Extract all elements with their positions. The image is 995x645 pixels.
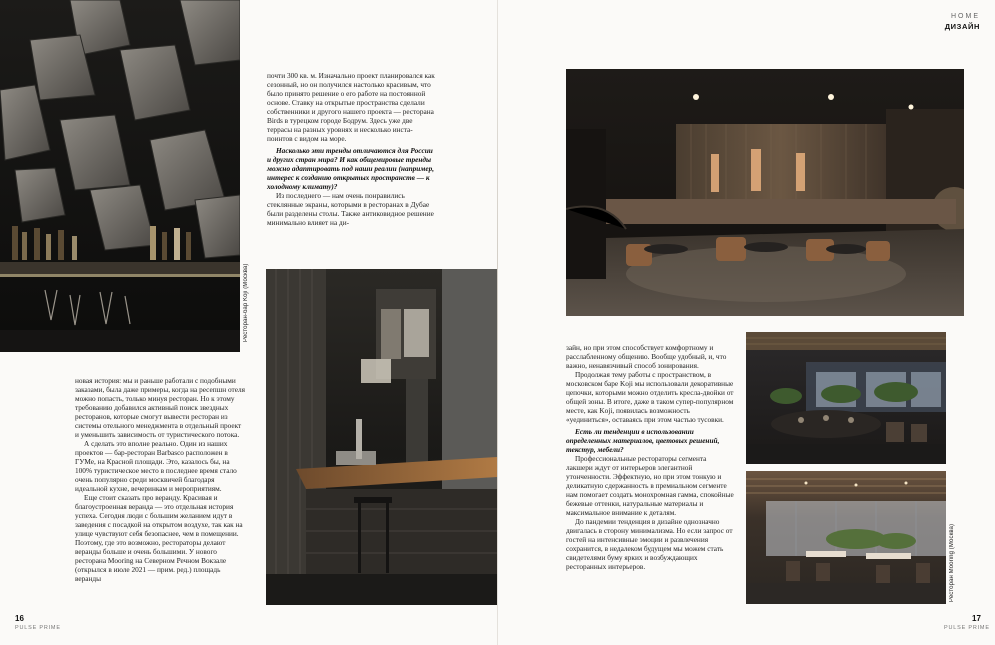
photo-credit-mooring: Ресторан Mooring (Москва) [949, 523, 955, 602]
paragraph: Продолжая тему работы с пространством, в московском баре Koji мы использовали декоративные цепочки, которыми можно отделить кресла-двойки от общей зоны. В итоге, даже в таком супер-популярном месте, как Koji, появилась возможность «уединиться», оставаясь при этом частью тусовки. [566, 370, 734, 424]
section-header [945, 13, 980, 31]
page-number-left: 16 [15, 614, 24, 623]
paragraph: А сделать это вполне реально. Один из наших проектов — бар-ресторан Barbasco расположен в ГУМе, на Красной площади. Это, казалось бы, на 100% туристическое место в последнее время стало очень популярно среди москвичей благодаря идеальной кухне, вечеринкам и мероприятиям. [75, 439, 237, 493]
left-column-a [267, 71, 435, 227]
photo-mooring-dining-night [746, 332, 946, 464]
paragraph: До пандемии тенденция в дизайне однозначно двигалась в сторону минимализма. Но если запрос от гостей на интенсивные эмоции и развлечения сохранится, в недалеком будущем мы можем стать свидетелями буму ярких и возбуждающих ресторанных интерьеров. [566, 517, 733, 571]
paragraph: почти 300 кв. м. Изначально проект планировался как сезонный, но он получился настолько красивым, что было принято решение о его работе на постоянной основе. Ставку на открытые пространства сделали собственники и другого нашего проекта — ресторана Birds в турецком городе Бодрум. Здесь уже две террасы на разных уровнях и несколько инста-поинтов с видом на море. [267, 71, 435, 143]
photo-bar-counter [266, 269, 497, 605]
paragraph: Из последнего — нам очень понравились стеклянные экраны, которыми в ресторанах в Дубае были разделены столы. Также антиковидное решение минимально влияет на ди- [267, 191, 434, 227]
right-column-a [566, 343, 734, 571]
paragraph: Профессиональные рестораторы сегмента лакшери ждут от интерьеров элегантной утонченности. Эффектную, но при этом тонкую и деликатную сдержанность в премиальном сегменте нам помогает создать монохромная гамма, спокойные бежевые оттенки, натуральные материалы и максимальное внимание к деталям. [566, 454, 734, 517]
interview-question: Есть ли тенденции в использовании определенных материалов, цветовых решений, текстур, мебели? [566, 427, 720, 454]
brand-left: PULSE PRIME [15, 625, 61, 631]
section-label: HOME [951, 13, 980, 20]
paragraph: зайн, но при этом способствует комфортному и расслабленному общению. Вообще удобный, и, что важно, ненавязчивый способ зонирования. [566, 343, 727, 370]
paragraph: Еще стоит сказать про веранду. Красивая и благоустроенная веранда — это отдельная история успеха. Сегодня люди с большим желанием идут в заведения с посадкой на открытом воздухе, так как на улице чувствуют себя безопаснее, чем в помещении. Поэтому, где это возможно, рестораторы делают веранды больше и очень большими. У нового ресторана Mooring на Северном Речном Вокзале (открылся в июле 2021 — прим. ред.) площадь веранды [75, 493, 243, 583]
subsection-label: ДИЗАЙН [944, 22, 980, 31]
photo-credit-koji: Ресторан-бар Koji (Москва) [243, 263, 249, 342]
interview-question: Насколько эти тренды отличаются для России и других стран мира? И как общемировые тренды можно адаптировать под наши реалии (например, интерес к созданию открытых пространств — к холодному климату)? [267, 146, 435, 191]
photo-mooring-dining-day [746, 471, 946, 604]
spine-fold [497, 0, 498, 645]
page-number-right: 17 [972, 614, 981, 623]
left-column-b [75, 376, 245, 583]
brand-right: PULSE PRIME [944, 625, 990, 631]
photo-koji-interior [566, 69, 964, 316]
photo-bar-ceiling-blocks [0, 0, 240, 352]
paragraph: новая история: мы и раньше работали с подобными заказами, была даже примеры, когда на ресепшн отеля можно попасть, только минуя ресторан. Но к этому требованию добавился активный поиск звездных ресторанов, которые смогут вывести ресторан из системы отельного менеджмента в отдельный проект и уменьшить зависимость от туристического потока. [75, 376, 245, 439]
